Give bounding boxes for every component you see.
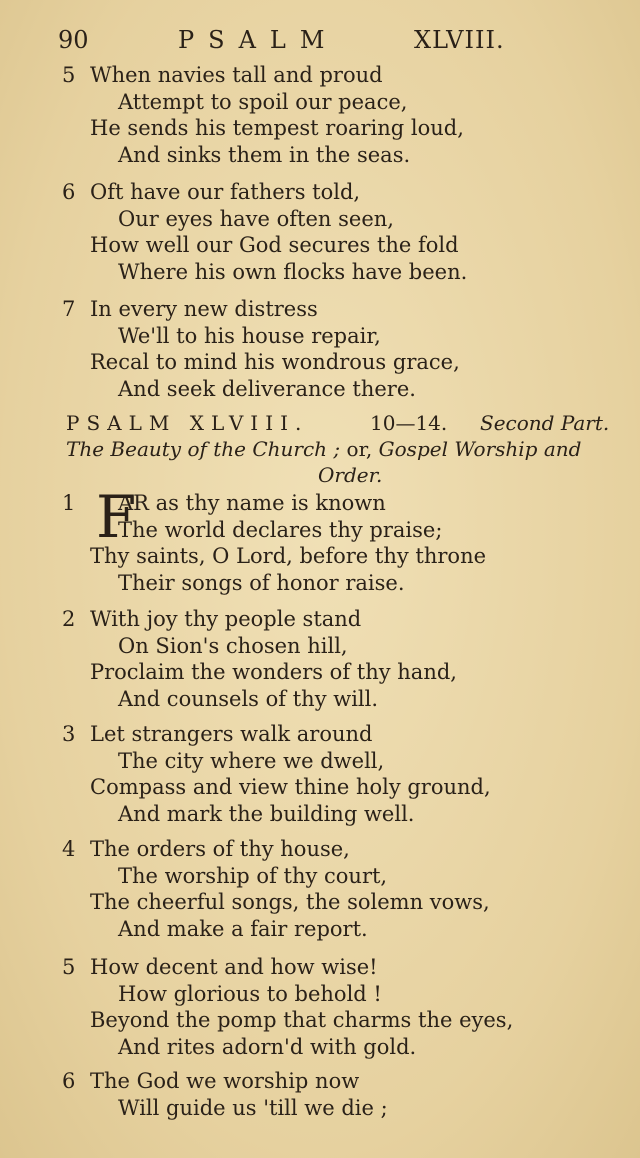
part-label: Second Part. xyxy=(480,411,610,435)
stanza-1 xyxy=(62,483,622,596)
verse-line: 6 The God we worship now xyxy=(62,1069,360,1093)
stanza-number: 6 xyxy=(62,180,76,204)
stanza-5 xyxy=(62,62,622,168)
page-header xyxy=(58,26,528,56)
drop-cap: F xyxy=(96,483,137,551)
verse-line: Recal to mind his wondrous grace, xyxy=(90,350,460,374)
stanza-4 xyxy=(62,836,622,942)
stanza-6b xyxy=(62,1068,622,1121)
verse-line: 7 In every new distress xyxy=(62,297,318,321)
stanza-number: 4 xyxy=(62,837,76,861)
subtitle-or: or, xyxy=(340,437,379,461)
verse-line: 5 How decent and how wise! xyxy=(62,955,378,979)
verse-line: And rites adorn'd with gold. xyxy=(118,1034,417,1059)
stanza-6 xyxy=(62,179,622,285)
verse-line: Compass and view thine holy ground, xyxy=(90,775,491,799)
verse-line: 3 Let strangers walk around xyxy=(62,722,373,746)
subtitle-a: The Beauty of the Church ; xyxy=(66,437,341,461)
stanza-3 xyxy=(62,721,622,827)
verse-line: 1 AR as thy name is known xyxy=(62,491,386,515)
section-heading xyxy=(66,410,626,488)
verse-line: The world declares thy praise; xyxy=(118,517,443,542)
verse-line: Attempt to spoil our peace, xyxy=(118,89,408,114)
verse-range: 10—14. xyxy=(370,411,448,435)
verse-line: 2 With joy thy people stand xyxy=(62,607,362,631)
psalm-number: XLVIII. xyxy=(414,26,505,54)
stanza-2 xyxy=(62,606,622,712)
verse-line: Will guide us 'till we die ; xyxy=(118,1095,388,1120)
verse-line: And sinks them in the seas. xyxy=(118,142,411,167)
verse-line: Their songs of honor raise. xyxy=(118,570,405,595)
stanza-number: 5 xyxy=(62,63,76,87)
stanza-7 xyxy=(62,296,622,402)
verse-line: We'll to his house repair, xyxy=(118,323,381,348)
stanza-5b xyxy=(62,954,622,1060)
stanza-number: 6 xyxy=(62,1069,76,1093)
verse-line: On Sion's chosen hill, xyxy=(118,633,348,658)
verse-line: He sends his tempest roaring loud, xyxy=(90,116,464,140)
verse-line: Beyond the pomp that charms the eyes, xyxy=(90,1008,514,1032)
stanza-number: 3 xyxy=(62,722,76,746)
stanza-number: 5 xyxy=(62,955,76,979)
verse-line: Proclaim the wonders of thy hand, xyxy=(90,660,457,684)
stanza-number: 1 xyxy=(62,491,76,515)
verse-line: The cheerful songs, the solemn vows, xyxy=(90,890,490,914)
verse-line: Our eyes have often seen, xyxy=(118,206,394,231)
verse-line: Thy saints, O Lord, before thy throne xyxy=(90,544,487,568)
verse-line: And mark the building well. xyxy=(118,801,415,826)
verse-line: And make a fair report. xyxy=(118,916,368,941)
verse-line: Where his own flocks have been. xyxy=(118,259,468,284)
stanza-number: 2 xyxy=(62,607,76,631)
subtitle-b: Gospel Worship and xyxy=(378,437,582,461)
verse-line: And seek deliverance there. xyxy=(118,376,416,401)
running-title: PSALM xyxy=(178,26,339,54)
verse-line: How glorious to behold ! xyxy=(118,981,382,1006)
verse-line: 4 The orders of thy house, xyxy=(62,837,350,861)
verse-line: The city where we dwell, xyxy=(118,748,385,773)
verse-line: 6 Oft have our fathers told, xyxy=(62,180,361,204)
stanza-number: 7 xyxy=(62,297,76,321)
page-number: 90 xyxy=(58,26,89,54)
subtitle-c: Order. xyxy=(318,463,383,487)
verse-line: And counsels of thy will. xyxy=(118,686,379,711)
verse-line: 5 When navies tall and proud xyxy=(62,63,383,87)
section-title: PSALM XLVIII. xyxy=(66,411,309,435)
verse-line: How well our God secures the fold xyxy=(90,233,459,257)
verse-line: The worship of thy court, xyxy=(118,863,388,888)
